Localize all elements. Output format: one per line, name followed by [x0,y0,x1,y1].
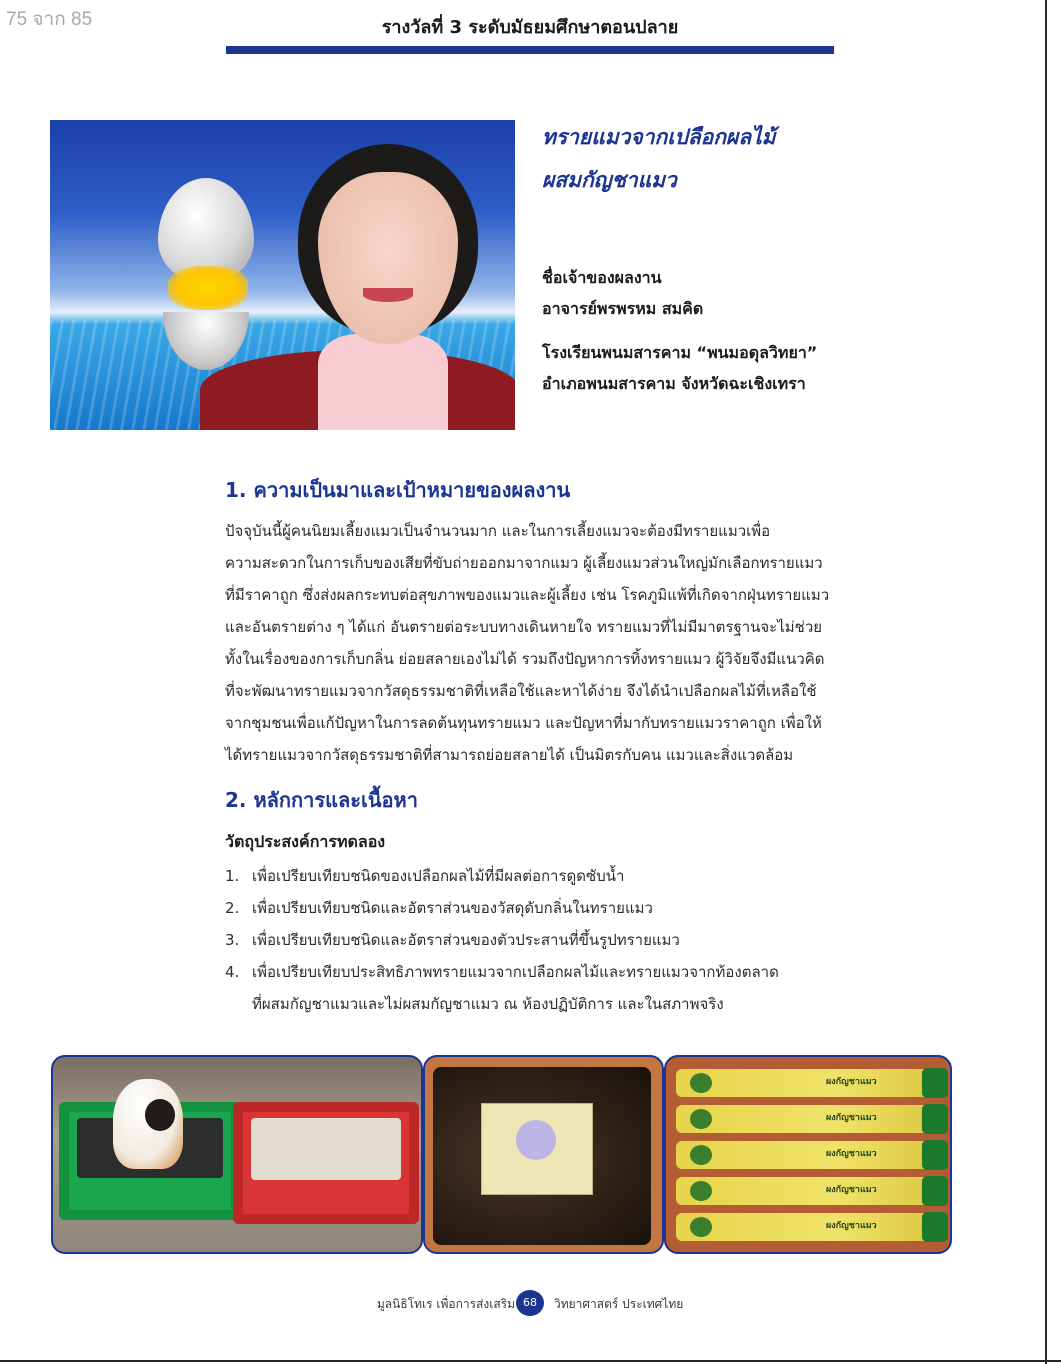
red-tray [233,1102,419,1224]
body-line: ที่จะพัฒนาทรายแมวจากวัสดุธรรมชาติที่เหลือใช้และหาได้ง่าย จึงได้นำเปลือกผลไม้ที่เหลือใช้ [225,682,817,700]
objectives-heading: วัตถุประสงค์การทดลอง [225,832,386,851]
photo-catnip-tubes [664,1055,952,1254]
list-item [225,924,865,956]
page-number-badge: 68 [516,1290,544,1316]
smile [363,288,413,302]
body-line: ทั้งในเรื่องของการเก็บกลิ่น ย่อยสลายเองไม่ได้ รวมถึงปัญหาการทิ้งทรายแมว ผู้วิจัยจึงมีแนวคิด [225,650,825,668]
list-text: เพื่อเปรียบเทียบชนิดและอัตราส่วนของตัวประสานที่ขึ้นรูปทรายแมว [252,931,680,949]
work-title-line-1: ทรายแมวจากเปลือกผลไม้ [542,125,776,149]
page-counter: 75 จาก 85 [6,9,93,30]
body-line: ได้ทรายแมวจากวัสดุธรรมชาติที่สามารถย่อยสลายได้ เป็นมิตรกับคน แมวและสิ่งแวดล้อม [225,746,794,764]
body-line: ปัจจุบันนี้ผู้คนนิยมเลี้ยงแมวเป็นจำนวนมาก และในการเลี้ยงแมวจะต้องมีทรายแมวเพื่อ [225,522,771,540]
list-text: เพื่อเปรียบเทียบชนิดและอัตราส่วนของวัสดุดับกลิ่นในทรายแมว [252,899,653,917]
footer-science: วิทยาศาสตร์ ประเทศไทย [554,1297,684,1311]
section-2-heading: 2. หลักการและเนื้อหา [225,788,418,812]
objectives-list [225,860,865,1020]
list-item [225,860,865,892]
section-1-heading: 1. ความเป็นมาและเป้าหมายของผลงาน [225,478,571,502]
pink-blouse [318,334,448,430]
list-item-continuation: ที่ผสมกัญชาแมวและไม่ผสมกัญชาแมว ณ ห้องปฏิบัติการ และในสภาพจริง [252,995,724,1013]
body-line: ความสะดวกในการเก็บของเสียที่ขับถ่ายออกมาจากแมว ผู้เลี้ยงแมวส่วนใหญ่มักเลือกทรายแมว [225,554,823,572]
tube-label: ผงกัญชาแมว [826,1221,877,1231]
catnip-tube [676,1177,944,1205]
owner-info [542,262,962,399]
award-header: รางวัลที่ 3 ระดับมัธยมศึกษาตอนปลาย [381,17,679,38]
owner-label: ชื่อเจ้าของผลงาน [542,268,662,287]
leaf-icon [690,1109,712,1129]
photo-cat-litter-trays [51,1055,423,1254]
cat-patch [145,1099,175,1131]
tube-label: ผงกัญชาแมว [826,1113,877,1123]
photo-litter-bag [423,1055,664,1254]
list-number: 3. [225,931,240,949]
bag-label [481,1103,593,1195]
header-rule [226,46,834,54]
list-item [225,892,865,924]
tube-label: ผงกัญชาแมว [826,1185,877,1195]
list-number: 4. [225,963,240,981]
tube-label: ผงกัญชาแมว [826,1149,877,1159]
cat-logo-icon [516,1120,556,1160]
catnip-tube [676,1069,944,1097]
district-name: อำเภอพนมสารคาม จังหวัดฉะเชิงเทรา [542,374,806,393]
body-line: และอันตรายต่าง ๆ ได้แก่ อันตรายต่อระบบทางเดินหายใจ ทรายแมวที่ไม่มีมาตรฐานจะไม่ช่วย [225,618,823,636]
body-line: จากชุมชนเพื่อแก้ปัญหาในการลดต้นทุนทรายแมว และปัญหาที่มากับทรายแมวราคาถูก เพื่อให้ [225,714,822,732]
list-text: เพื่อเปรียบเทียบชนิดของเปลือกผลไม้ที่มีผลต่อการดูดซับน้ำ [252,867,625,885]
work-title-line-2: ผสมกัญชาแมว [542,168,677,192]
leaf-icon [690,1181,712,1201]
viewer-border-right [1045,0,1047,1364]
catnip-tube [676,1105,944,1133]
leaf-icon [690,1217,712,1237]
footer-foundation: มูลนิธิโทเร เพื่อการส่งเสริม [376,1297,515,1311]
body-line: ที่มีราคาถูก ซึ่งส่งผลกระทบต่อสุขภาพของแมวและผู้เลี้ยง เช่น โรคภูมิแพ้ที่เกิดจากฝุ่นทรายแมว [225,586,830,604]
school-name: โรงเรียนพนมสารคาม “พนมอดุลวิทยา” [542,343,818,362]
page-footer [0,1290,1061,1316]
list-number: 2. [225,899,240,917]
leaf-icon [690,1145,712,1165]
tube-label: ผงกัญชาแมว [826,1077,877,1087]
author-portrait [50,120,515,430]
viewer-border-bottom [0,1360,1061,1362]
leaf-icon [690,1073,712,1093]
list-text: เพื่อเปรียบเทียบประสิทธิภาพทรายแมวจากเปลือกผลไม้และทรายแมวจากท้องตลาด [252,963,779,981]
section-1-body [225,515,845,771]
work-title [542,116,872,202]
list-item [225,956,865,988]
egg-glow [168,266,248,310]
catnip-tube [676,1213,944,1241]
catnip-tube [676,1141,944,1169]
owner-name: อาจารย์พรพรหม สมคิด [542,299,704,318]
list-number: 1. [225,867,240,885]
